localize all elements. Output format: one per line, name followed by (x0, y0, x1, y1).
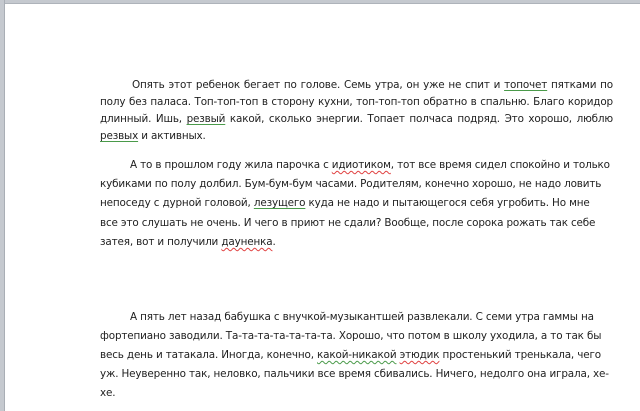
text-run: какой, сколько энергии. Топает полчаса подряд. Это хорошо, люблю (225, 113, 614, 125)
text-run: А то в прошлом году жила парочка с (130, 159, 332, 171)
text-run: простенький тренькала, чего уж. Неуверенно так, неловко, пальчики все время сбивались. Ничего, недолго она играла, хе-хе. (100, 349, 609, 399)
grammar-flagged-word[interactable]: резвых (100, 130, 139, 142)
spelling-flagged-word[interactable]: идиотиком (331, 159, 391, 171)
text-run: пятками по полу без паласа. Топ-топ-топ в сторону кухни, топ-топ-топ обратно в спальню. Благо коридор длинный. Ишь, (100, 79, 613, 125)
spelling-flagged-word[interactable]: этюдик (399, 349, 440, 361)
text-run: А пять лет назад бабушка с внучкой-музыкантшей развлекали. С семи утра гаммы на фортепиано заводили. Та-та-та-та-та-та-та. Хорошо, что потом в школу уходила, а то так бы весь день и татакала. Иногда, конечно, (100, 311, 602, 361)
text-run: и активных. (138, 130, 206, 142)
paragraph-1[interactable] (100, 77, 613, 145)
text-run: . (272, 235, 276, 248)
grammar-flagged-word[interactable]: резвый (186, 113, 226, 125)
paragraph-3[interactable] (100, 308, 610, 403)
spelling-flagged-word[interactable]: дауненка (221, 235, 273, 248)
grammar-flagged-word[interactable]: топочет (504, 79, 548, 91)
text-run: куда не надо и пытающегося себя угробить. Но мне все это слушать не очень. И чего в приют не сдали? Вообще, после сорока рожать так себе затея, вот и получили (100, 197, 596, 248)
text-run: , тот все время сидел спокойно и только кубиками по полу долбил. Бум-бум-бум часами. Родителям, конечно хорошо, не надо ловить непоседу с дурной головой, (100, 159, 610, 210)
paragraph-2[interactable] (100, 156, 610, 252)
grammar-flagged-word[interactable]: лезущего (253, 197, 306, 210)
document-page[interactable] (5, 4, 640, 411)
text-run: Опять этот ребенок бегает по голове. Семь утра, он уже не спит и (132, 79, 505, 91)
grammar-flagged-word[interactable]: какой-никакой (317, 349, 397, 361)
